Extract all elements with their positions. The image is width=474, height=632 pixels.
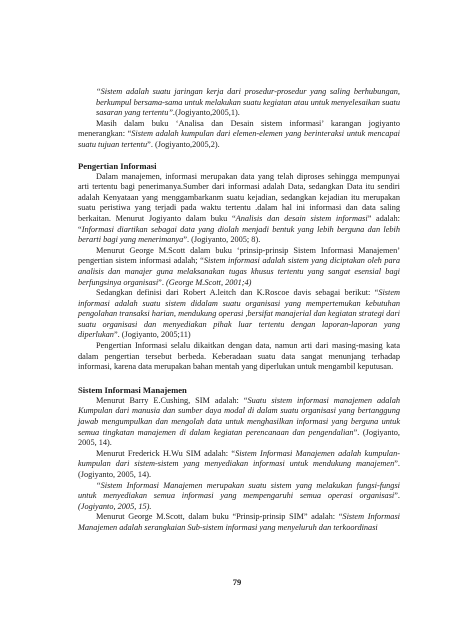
body-text bbox=[78, 87, 400, 534]
text-run: ”. (Jogiyanto, 2005;11) bbox=[113, 330, 191, 340]
paragraph bbox=[78, 119, 400, 151]
paragraph bbox=[78, 288, 400, 341]
italic-text: “Sistem adalah suatu jaringan kerja dari prosedur-prosedur yang saling berhubungan, berkumpul bersama-sama untuk melakukan suatu kegiatan atau untuk menyelesaikan suatu sasaran yang tertentu”. bbox=[96, 87, 400, 118]
paragraph bbox=[78, 246, 400, 288]
text-run: ” adalah: “ bbox=[78, 213, 400, 234]
text-run: Menurut Frederick H.Wu SIM adalah: “ bbox=[96, 448, 236, 458]
text-run: Menurut George M.Scott dalam buku ‘prinsip-prinsip Sistem Informasi Manajemen’ pengertian sistem informasi adalah; “ bbox=[78, 245, 400, 266]
paragraph bbox=[78, 512, 400, 533]
text-run: Sedangkan definisi dari Robert A.leitch dan K.Roscoe davis sebagai berikut: “ bbox=[96, 288, 379, 298]
text-run: ”. (Jogiyanto, 2005, 14). bbox=[78, 459, 400, 479]
italic-text: Informasi diartikan sebagai data yang diolah menjadi bentuk yang lebih berguna dan lebih berarti bagi yang menerimanya bbox=[78, 224, 400, 245]
section-heading: Sistem Informasi Manajemen bbox=[78, 384, 187, 395]
paragraph bbox=[78, 87, 400, 119]
text-run: ”. (Jogiyanto, 2005, 14). bbox=[78, 427, 401, 448]
text-run: ”. (Jogiyanto, 2005; 8). bbox=[183, 235, 261, 245]
text-run: Menurut Barry E.Cushing, SIM adalah: “ bbox=[96, 395, 248, 405]
text-run: ”. bbox=[158, 277, 166, 287]
page-number: 79 bbox=[232, 577, 242, 587]
section-heading: Pengertian Informasi bbox=[78, 160, 157, 171]
text-run: (Jogiyanto,2005,1). bbox=[175, 108, 240, 118]
text-run: ”. (Jogiyanto,2005,2). bbox=[147, 139, 220, 149]
spacer bbox=[78, 151, 400, 161]
paragraph bbox=[78, 172, 400, 246]
italic-text: Analisis dan desain sistem informasi bbox=[235, 213, 368, 223]
text-run: Menurut George M.Scott, dalam buku “Prinsip-prinsip SIM” adalah: “ bbox=[96, 512, 343, 522]
text-run: Masih dalam buku ‘Analisa dan Desain sistem informasi’ karangan jogiyanto menerangkan: “ bbox=[78, 118, 400, 139]
text-run: Dalam manajemen, informasi merupakan data yang telah diproses sehingga mempunyai arti tertentu bagi penerimanya.Sumber dari informasi adalah Data, sedangkan Data itu sendiri adalah Kenyataan yang menggambarkanm suatu kejadian, sedangkan kejadian itu merupakan suatu peristiwa yang terjadi pada waktu tertentu .dalam hal ini informasi dan data saling berkaitan. Menurut Jogiyanto dalam buku “ bbox=[78, 171, 400, 223]
paragraph bbox=[78, 449, 400, 481]
italic-text: “Sistem Informasi Manajemen merupakan suatu sistem yang melakukan fungsi-fungsi untuk menyediakan semua informasi yang mempengaruhi semua operasi organisasi bbox=[78, 480, 400, 501]
text-run: Pengertian Informasi selalu dikaitkan dengan data, namun arti dari masing-masing kata dalam pengertian tersebut berbeda. Keberadaan suatu data sangat menunjang terhadap informasi, karena data merupakan bahan mentah yang diperlukan untuk mengambil keputusan. bbox=[78, 341, 400, 372]
italic-text: Sistem informasi adalah sistem yang diciptakan oleh para analisis dan manajer guna melaksanakan tugas khusus tertentu yang sangat esensial bagi berfungsinya organisasi bbox=[78, 256, 400, 287]
italic-text: (George M.Scott, 2001;4) bbox=[165, 277, 252, 287]
italic-text: Sistem Informasi Manajemen adalah kumpulan-kumpulan dari sistem-sistem yang menyediakan informasi untuk mendukung manajemen bbox=[78, 448, 400, 469]
italic-text: Sistem adalah kumpulan dari elemen-elemen yang berinteraksi untuk mencapai suatu tujuan tertentu bbox=[78, 129, 400, 149]
italic-text: Sistem informasi adalah suatu sistem didalam suatu organisasi yang mempertemukan kebutuhan pengolahan transaksi harian, mendukung operasi ,bersifat manajerial dan kegiatan strategi dari suatu organisasi dan menyediakan pihak luar tertentu dengan laporan-laporan yang diperlukan bbox=[78, 288, 400, 340]
text-run: ”. bbox=[394, 491, 400, 501]
italic-text: Suatu sistem informasi manajemen adalah Kumpulan dari manusia dan sumber daya modal di dalam suatu organisasi yang bertanggung jawab mengumpulkan dan mengolah data untuk menghasilkan informasi yang berguna untuk semua tingkatan manajemen di dalam kegiatan perencanaan dan pengendalian bbox=[78, 395, 400, 437]
spacer bbox=[78, 373, 400, 385]
paragraph bbox=[78, 396, 400, 449]
paragraph bbox=[78, 481, 400, 513]
italic-text: (Jogiyanto, 2005, 15). bbox=[78, 501, 152, 511]
paragraph bbox=[78, 341, 400, 373]
italic-text: Sistem Informasi Manajemen adalah serangkaian Sub-sistem informasi yang menyeluruh dan terkoordinasi bbox=[78, 512, 400, 532]
